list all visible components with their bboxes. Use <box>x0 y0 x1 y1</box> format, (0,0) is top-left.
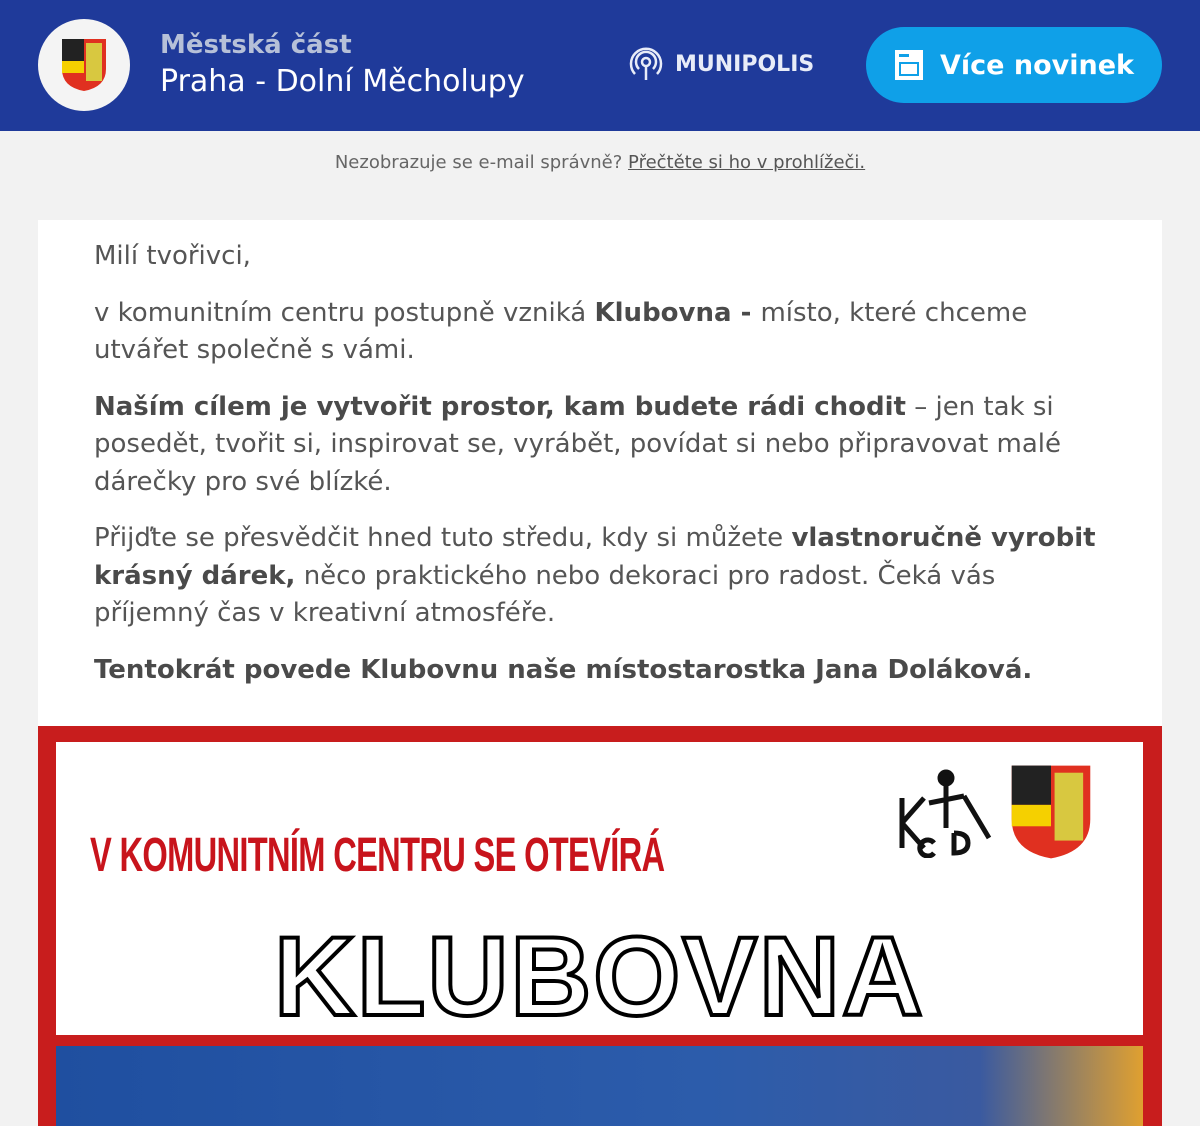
paragraph-4 <box>94 652 1106 690</box>
coat-of-arms-icon <box>1008 762 1094 862</box>
poster-subtitle: V KOMUNITNÍM CENTRU SE OTEVÍRÁ <box>90 829 665 882</box>
paragraph-3 <box>94 520 1106 633</box>
newspaper-icon <box>894 49 924 81</box>
coat-of-arms-icon <box>60 37 108 93</box>
brand-name: MUNIPOLIS <box>675 51 815 77</box>
bold-text: Klubovna - <box>594 297 761 328</box>
text: Přijďte se přesvědčit hned tuto středu, kdy si můžete <box>94 523 792 553</box>
poster-banner <box>56 742 1143 1039</box>
bold-text: Naším cílem je vytvořit prostor, kam budete rádi chodit <box>94 391 906 422</box>
more-news-button[interactable] <box>866 27 1162 103</box>
email-body <box>38 220 1162 689</box>
more-news-label: Více novinek <box>940 49 1134 81</box>
greeting: Milí tvořivci, <box>94 241 251 271</box>
municipality-name: Praha - Dolní Měcholupy <box>160 64 525 99</box>
kcdm-logo-icon <box>894 768 994 858</box>
email-card <box>38 220 1162 1125</box>
bold-text: Tentokrát povede Klubovnu naše místostarostka Jana Doláková. <box>94 654 1033 685</box>
broadcast-icon <box>627 45 665 83</box>
view-in-browser-notice <box>0 152 1200 173</box>
text: – jen tak si posedět, tvořit si, inspirovat se, vyrábět, povídat si nebo připravovat malé dárečky pro své blízké. <box>94 391 1062 497</box>
text: něco praktického nebo dekoraci pro radost. Čeká vás příjemný čas v kreativní atmosféře. <box>94 560 996 628</box>
municipality-label: Městská část <box>160 30 352 60</box>
bold-text: vlastnoručně vyrobit krásný dárek, <box>94 523 1096 591</box>
poster-title: KLUBOVNA <box>274 914 925 1039</box>
coat-of-arms-logo[interactable] <box>38 19 130 111</box>
paragraph-2 <box>94 389 1106 502</box>
munipolis-logo[interactable] <box>627 45 814 83</box>
paragraph-1 <box>94 295 1106 370</box>
header <box>0 0 1200 131</box>
text: v komunitním centru postupně vzniká <box>94 297 595 328</box>
poster-photo <box>56 1046 1143 1126</box>
notice-text: Nezobrazuje se e-mail správně? <box>334 152 623 173</box>
text: místo, které chceme utvářet společně s vámi. <box>94 297 1028 365</box>
view-in-browser-link[interactable]: Přečtěte si ho v prohlížeči. <box>628 152 866 173</box>
klubovna-poster-image[interactable] <box>38 726 1162 1126</box>
